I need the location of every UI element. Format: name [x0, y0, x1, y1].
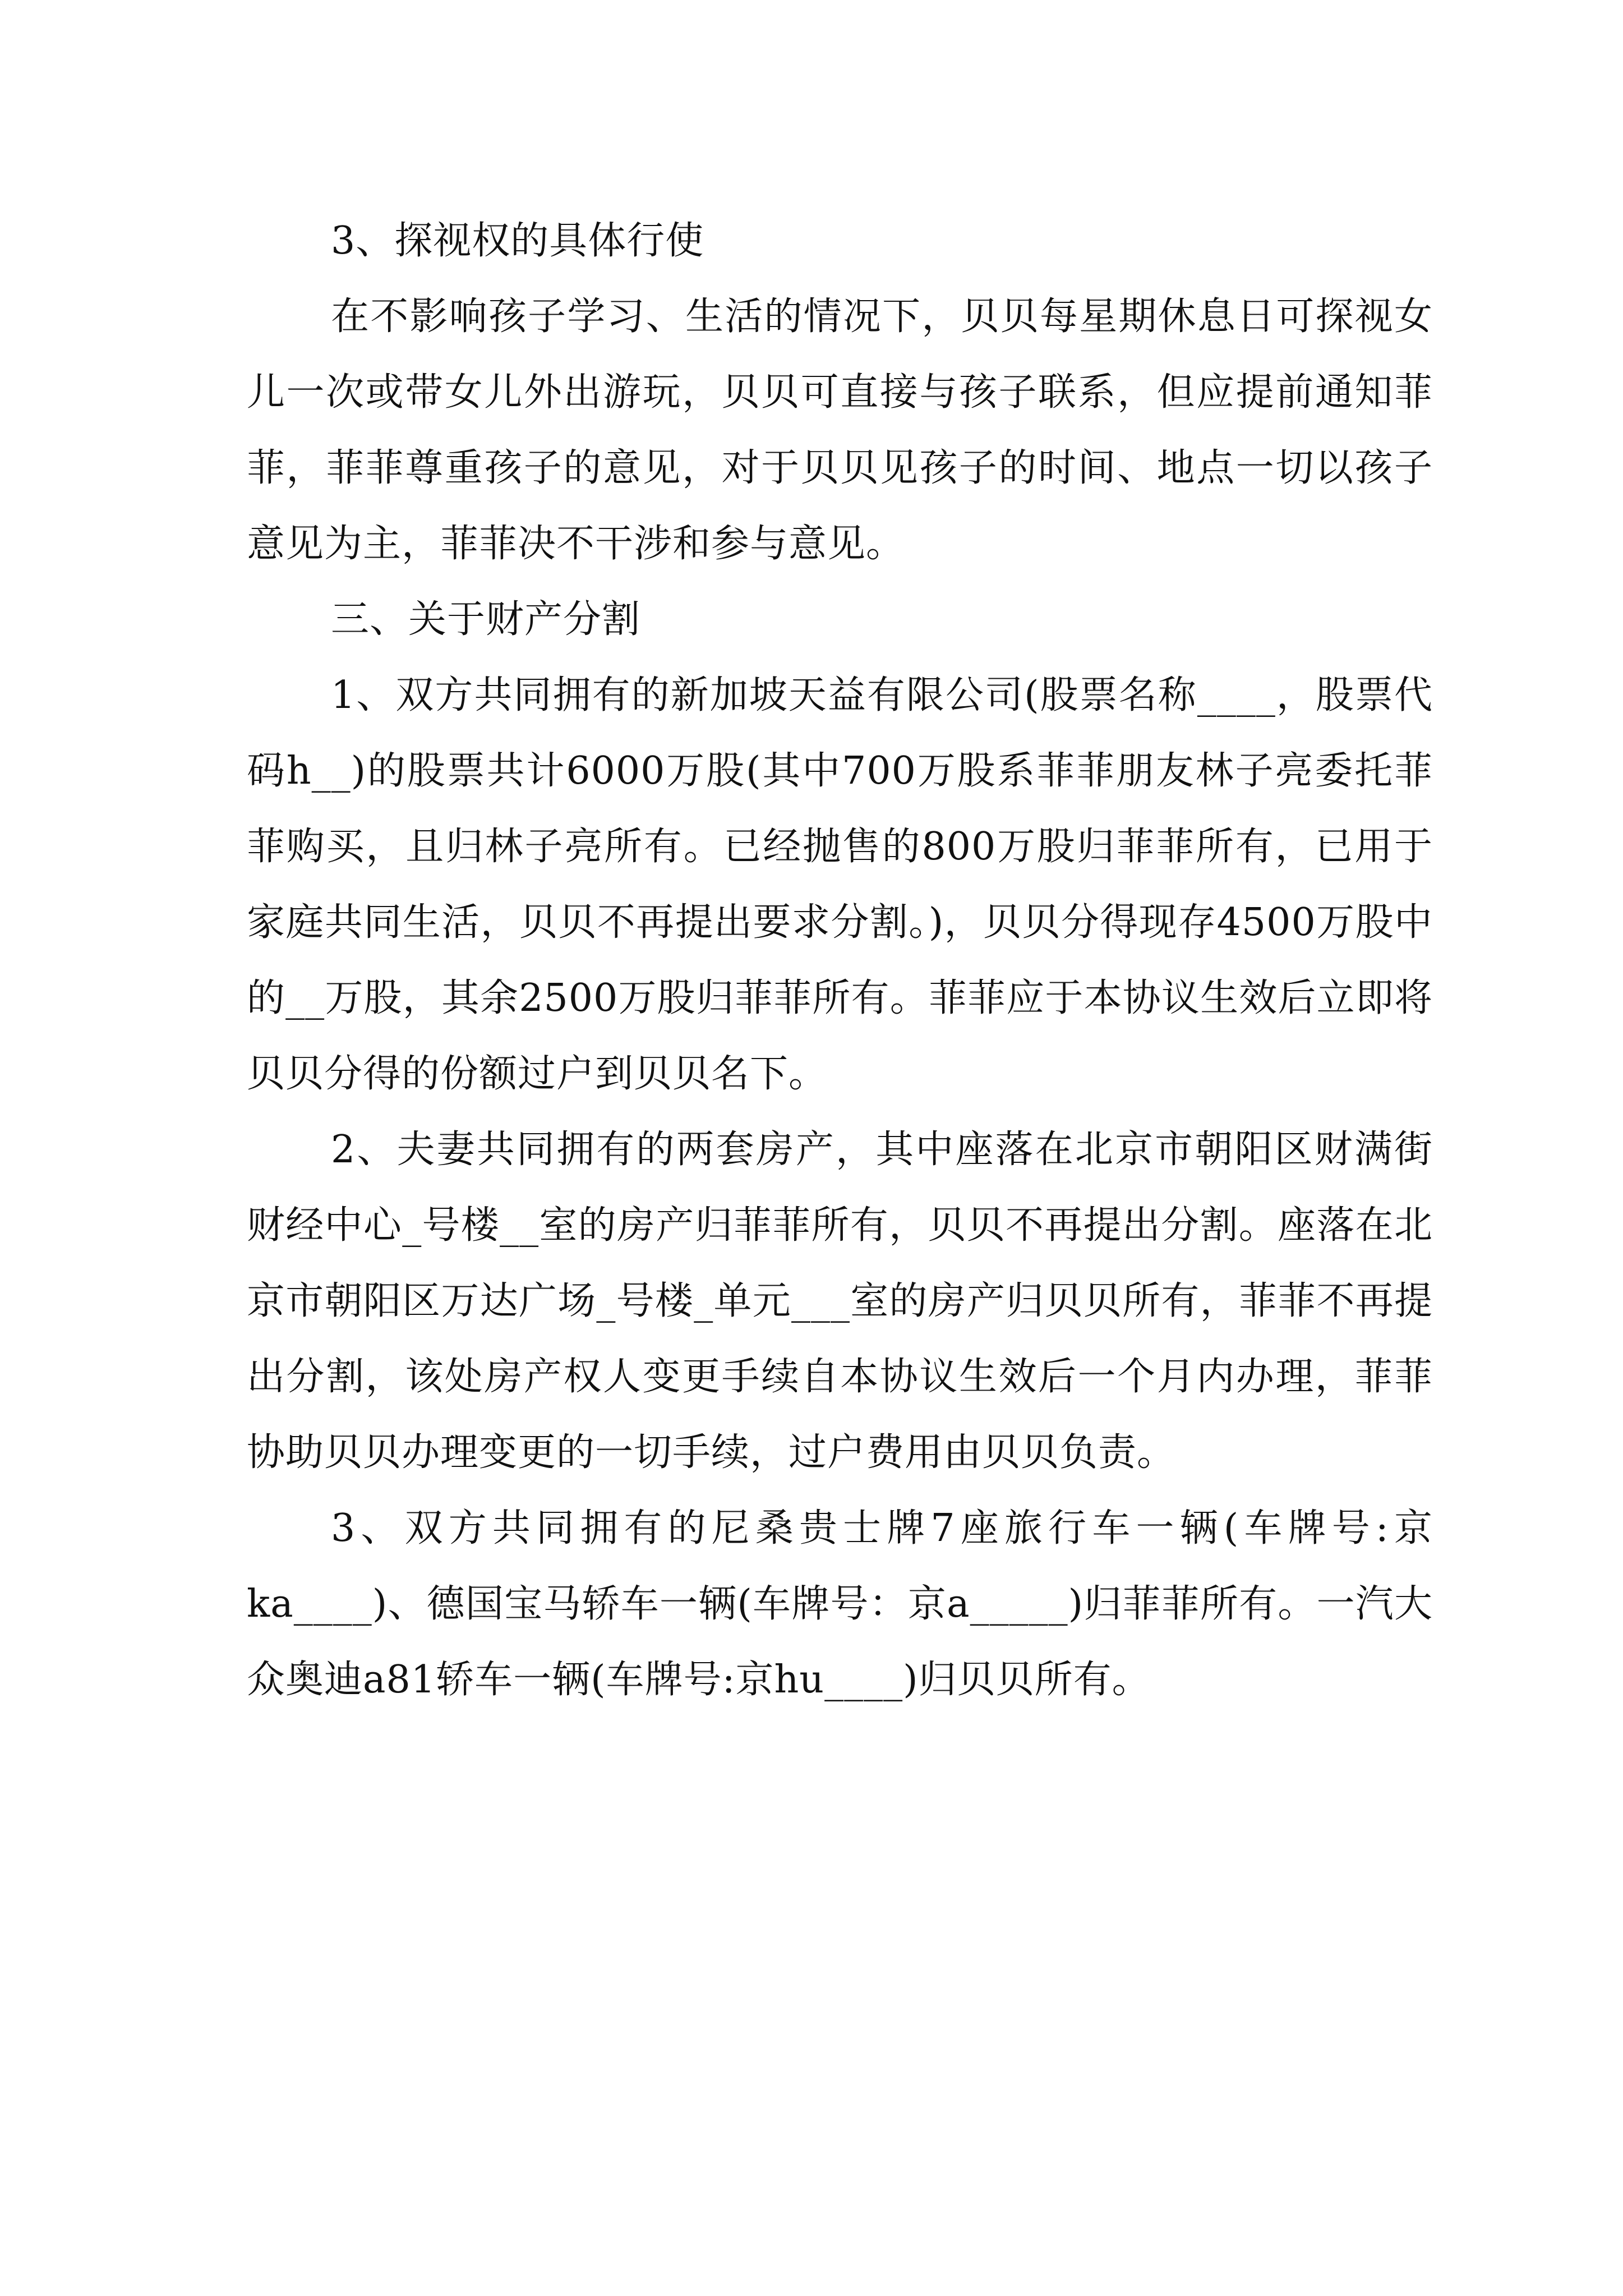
- paragraph-vehicle-division: 3、双方共同拥有的尼桑贵士牌7座旅行车一辆(车牌号:京ka____)、德国宝马轿车一辆(车牌号：京a_____)归菲菲所有。一汽大众奥迪a81轿车一辆(车牌号:京hu____)归贝贝所有。: [247, 1506, 1433, 1702]
- paragraph-real-estate-division: 2、夫妻共同拥有的两套房产，其中座落在北京市朝阳区财满街财经中心_号楼__室的房产归菲菲所有，贝贝不再提出分割。座落在北京市朝阳区万达广场_号楼_单元___室的房产归贝贝所有，菲菲不再提出分割，该处房产权人变更手续自本协议生效后一个月内办理，菲菲协助贝贝办理变更的一切手续，过户费用由贝贝负责。: [247, 1128, 1433, 1475]
- section-heading-property-division: 三、关于财产分割: [331, 597, 641, 642]
- paragraph-visitation-details: 在不影响孩子学习、生活的情况下，贝贝每星期休息日可探视女儿一次或带女儿外出游玩，贝贝可直接与孩子联系，但应提前通知菲菲，菲菲尊重孩子的意见，对于贝贝见孩子的时间、地点一切以孩子意见为主，菲菲决不干涉和参与意见。: [247, 295, 1433, 566]
- section-heading-visitation: 3、探视权的具体行使: [331, 219, 704, 263]
- document-body: [247, 203, 1433, 1718]
- paragraph-stock-division: 1、双方共同拥有的新加坡天益有限公司(股票名称____，股票代码h__)的股票共计6000万股(其中700万股系菲菲朋友林子亮委托菲菲购买，且归林子亮所有。已经抛售的800万股归菲菲所有，已用于家庭共同生活，贝贝不再提出要求分割。)，贝贝分得现存4500万股中的__万股，其余2500万股归菲菲所有。菲菲应于本协议生效后立即将贝贝分得的份额过户到贝贝名下。: [247, 673, 1433, 1096]
